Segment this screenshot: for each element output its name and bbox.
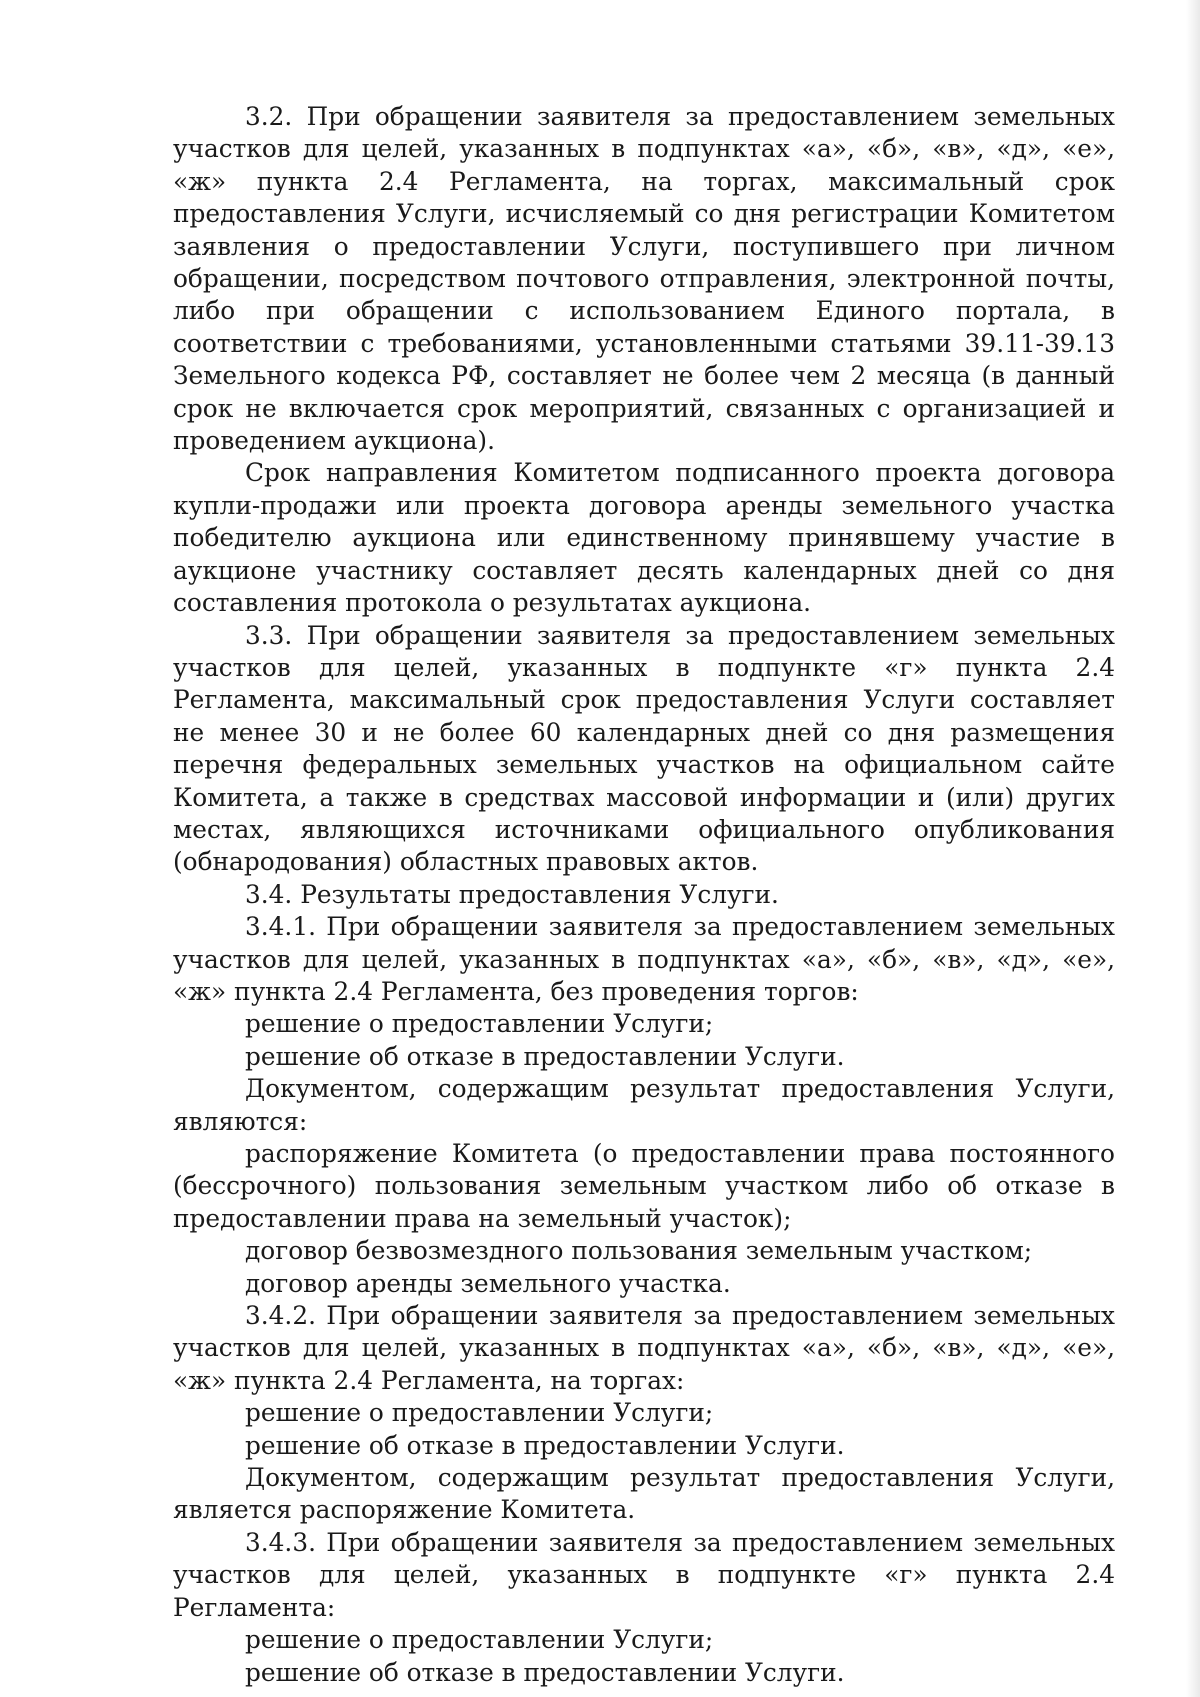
list-item-decision-refusal: решение об отказе в предоставлении Услуги. bbox=[245, 1430, 845, 1460]
paragraph-3-4-1: 3.4.1. При обращении заявителя за предоставлением земельных участков для целей, указанных в подпунктах «а», «б», «в», «д», «е», «ж» пункта 2.4 Регламента, без проведения торгов: bbox=[173, 912, 1115, 1006]
paragraph-3-3: 3.3. При обращении заявителя за предоставлением земельных участков для целей, указанных в подпункте «г» пункта 2.4 Регламента, максимальный срок предоставления Услуги составляет не менее 30 и не более 60 календарных дней со дня размещения перечня федеральных земельных участков на официальном сайте Комитета, а также в средствах массовой информации и (или) других местах, являющихся источниками официального опубликования (обнародования) областных правовых актов. bbox=[173, 620, 1115, 877]
paragraph-3-2: 3.2. При обращении заявителя за предоставлением земельных участков для целей, указанных в подпунктах «а», «б», «в», «д», «е», «ж» пункта 2.4 Регламента, на торгах, максимальный срок предоставления Услуги, исчисляемый со дня регистрации Комитетом заявления о предоставлении Услуги, поступившего при личном обращении, посредством почтового отправления, электронной почты, либо при обращении с использованием Единого портала, в соответствии с требованиями, установленными статьями 39.11-39.13 Земельного кодекса РФ, составляет не более чем 2 месяца (в данный срок не включается срок мероприятий, связанных с организацией и проведением аукциона). bbox=[173, 102, 1115, 456]
list-item-free-use-contract: договор безвозмездного пользования земельным участком; bbox=[245, 1236, 1033, 1266]
paragraph-3-4-3: 3.4.3. При обращении заявителя за предоставлением земельных участков для целей, указанных в подпункте «г» пункта 2.4 Регламента: bbox=[173, 1527, 1115, 1622]
list-item-lease-contract: договор аренды земельного участка. bbox=[245, 1268, 731, 1298]
list-item-decision-refusal: решение об отказе в предоставлении Услуги. bbox=[245, 1657, 845, 1687]
paragraph-3-4-2: 3.4.2. При обращении заявителя за предоставлением земельных участков для целей, указанных в подпунктах «а», «б», «в», «д», «е», «ж» пункта 2.4 Регламента, на торгах: bbox=[173, 1301, 1115, 1395]
paragraph-3-4: 3.4. Результаты предоставления Услуги. bbox=[245, 879, 779, 909]
page-edge-shadow bbox=[1186, 0, 1200, 1697]
list-item-decision-refusal: решение об отказе в предоставлении Услуги. bbox=[245, 1041, 845, 1071]
document-body bbox=[173, 101, 1115, 1689]
list-item-decision-grant: решение о предоставлении Услуги; bbox=[245, 1009, 714, 1039]
list-item-decision-grant: решение о предоставлении Услуги; bbox=[245, 1398, 714, 1428]
paragraph-result-documents: Документом, содержащим результат предоставления Услуги, являются: bbox=[173, 1074, 1115, 1136]
paragraph-result-document: Документом, содержащим результат предоставления Услуги, является распоряжение Комитета. bbox=[173, 1463, 1115, 1525]
paragraph-contract-deadline: Срок направления Комитетом подписанного проекта договора купли-продажи или проекта договора аренды земельного участка победителю аукциона или единственному принявшему участие в аукционе участнику составляет десять календарных дней со дня составления протокола о результатах аукциона. bbox=[173, 458, 1115, 618]
list-item-decision-grant: решение о предоставлении Услуги; bbox=[245, 1625, 714, 1655]
list-item-committee-order: распоряжение Комитета (о предоставлении права постоянного (бессрочного) пользования земельным участком либо об отказе в предоставлении права на земельный участок); bbox=[173, 1139, 1115, 1233]
